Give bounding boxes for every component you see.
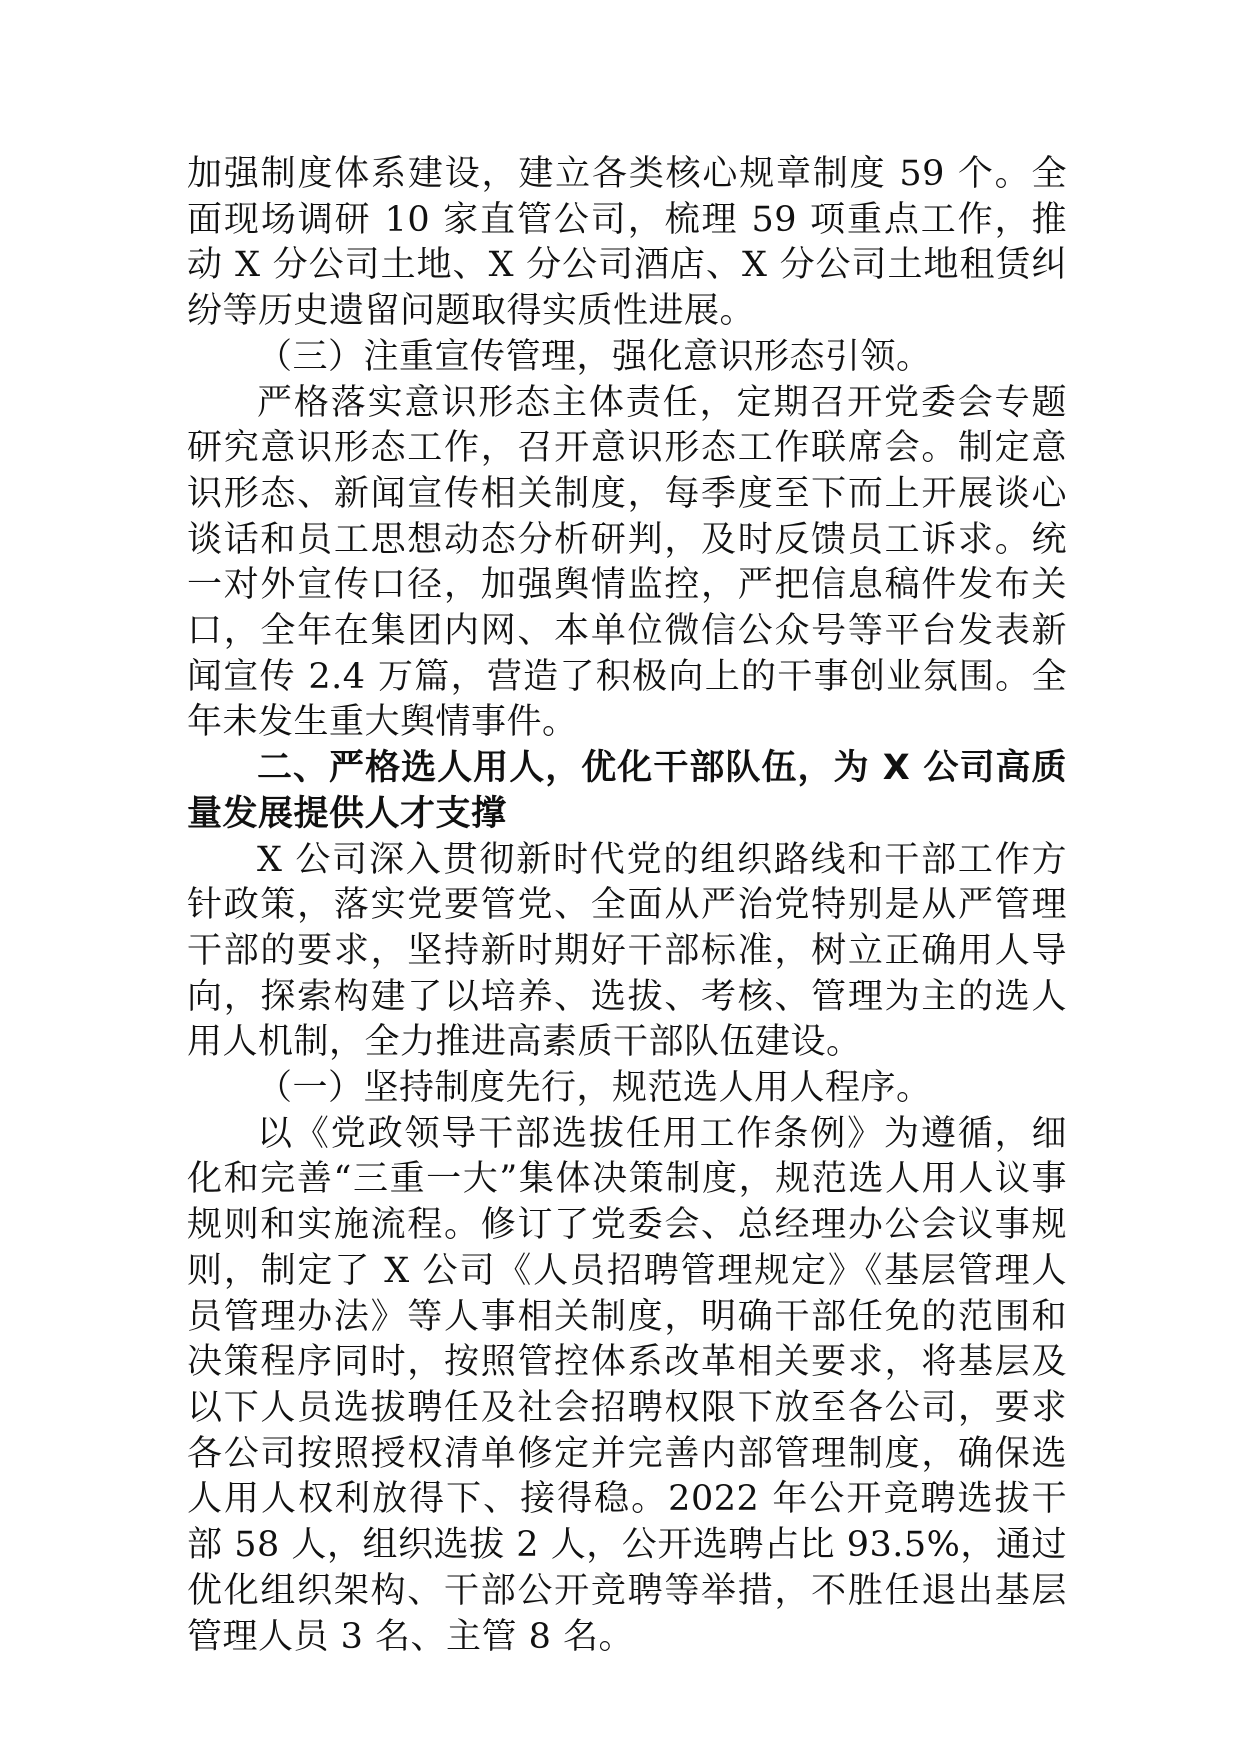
paragraph-ideology: 严格落实意识形态主体责任，定期召开党委会专题研究意识形态工作，召开意识形态工作联席会。制定意识形态、新闻宣传相关制度，每季度至下而上开展谈心谈话和员工思想动态分析研判，及时反馈员工诉求。统一对外宣传口径，加强舆情监控，严把信息稿件发布关口，全年在集团内网、本单位微信公众号等平台发表新闻宣传 2.4 万篇，营造了积极向上的干事创业氛围。全年未发生重大舆情事件。 [187,382,1067,743]
paragraph-cadre-intro: X 公司深入贯彻新时代党的组织路线和干部工作方针政策，落实党要管党、全面从严治党特别是从严管理干部的要求，坚持新时期好干部标准，树立正确用人导向，探索构建了以培养、选拔、考核、管理为主的选人用人机制，全力推进高素质干部队伍建设。 [187,839,1067,1063]
section-heading-talent: 二、严格选人用人，优化干部队伍，为 X 公司高质量发展提供人才支撑 [187,748,1067,834]
subheading-system-first: （一）坚持制度先行，规范选人用人程序。 [257,1068,932,1109]
subheading-publicity: （三）注重宣传管理，强化意识形态引领。 [257,336,932,377]
paragraph-continuation: 加强制度体系建设，建立各类核心规章制度 59 个。全面现场调研 10 家直管公司，梳理 59 项重点工作，推动 X 分公司土地、X 分公司酒店、X 分公司土地租赁纠纷等历史遗留问题取得实质性进展。 [187,154,1067,332]
paragraph-selection-rules: 以《党政领导干部选拔任用工作条例》为遵循，细化和完善“三重一大”集体决策制度，规范选人用人议事规则和实施流程。修订了党委会、总经理办公会议事规则，制定了 X 公司《人员招聘管理规定》《基层管理人员管理办法》等人事相关制度，明确干部任免的范围和决策程序同时，按照管控体系改革相关要求，将基层及以下人员选拔聘任及社会招聘权限下放至各公司，要求各公司按照授权清单修定并完善内部管理制度，确保选人用人权利放得下、接得稳。2022 年公开竞聘选拔干部 58 人，组织选拔 2 人，公开选聘占比 93.5%，通过优化组织架构、干部公开竞聘等举措，不胜任退出基层管理人员 3 名、主管 8 名。 [187,1113,1067,1657]
document-body [187,152,1067,1660]
